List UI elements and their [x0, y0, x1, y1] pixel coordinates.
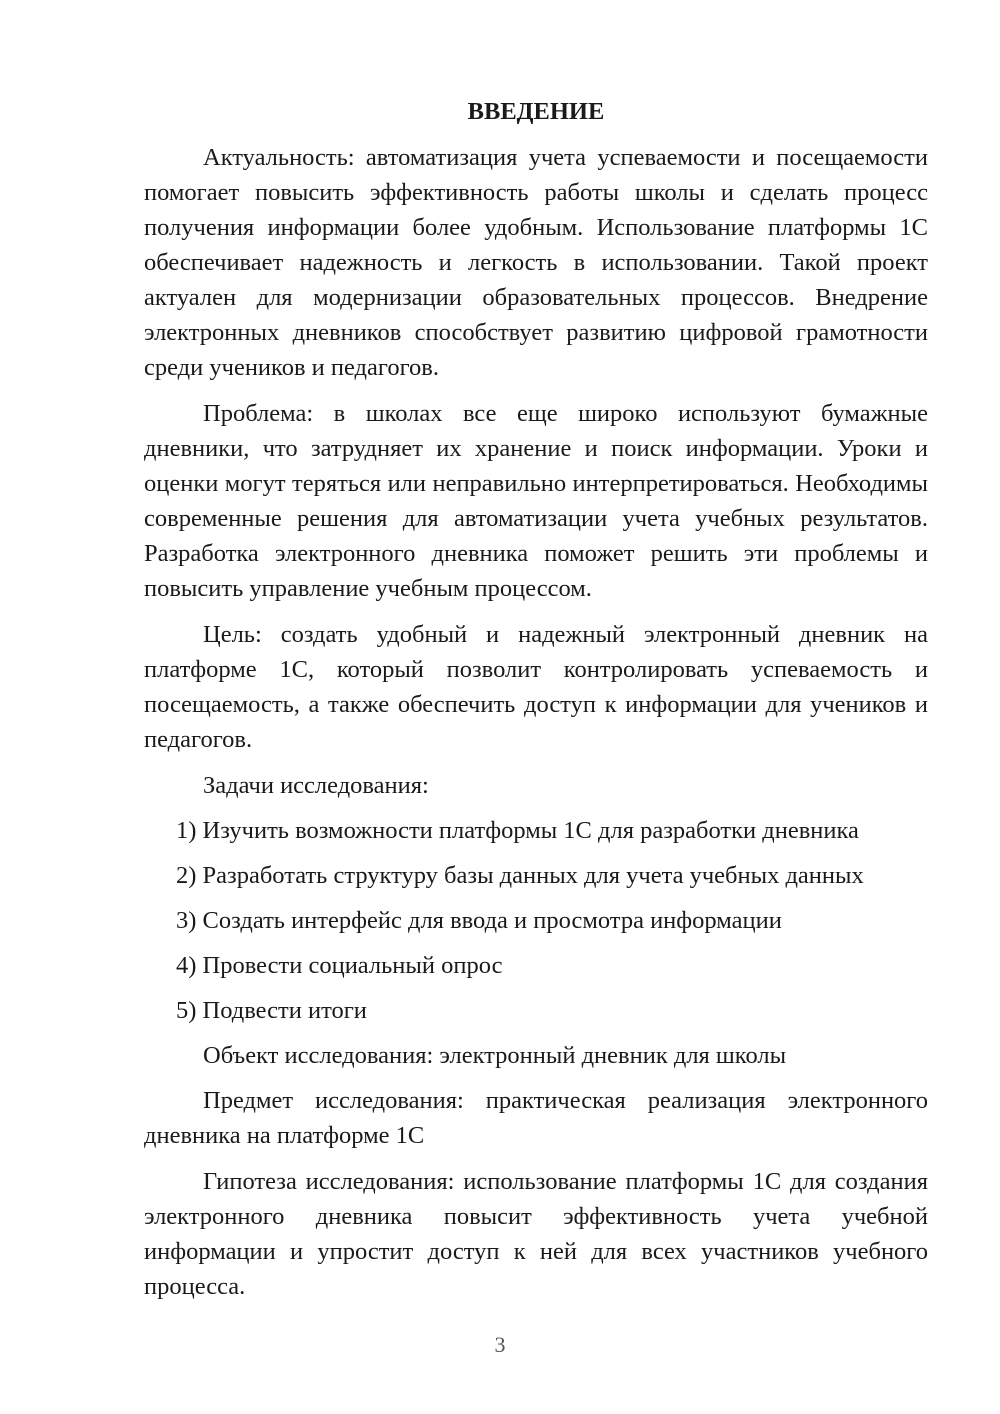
- task-item-3: 3) Создать интерфейс для ввода и просмотра информации: [176, 907, 782, 934]
- paragraph-subject: Предмет исследования: практическая реализация электронного дневника на платформе 1С: [144, 1087, 928, 1149]
- page-content: [144, 94, 928, 1315]
- task-item-1: 1) Изучить возможности платформы 1С для разработки дневника: [176, 817, 859, 844]
- paragraph-goal: Цель: создать удобный и надежный электронный дневник на платформе 1С, который позволит контролировать успеваемость и посещаемость, а также обеспечить доступ к информации для учеников и педагогов.: [144, 621, 928, 753]
- task-item-4: 4) Провести социальный опрос: [176, 952, 503, 979]
- page-number: 3: [494, 1332, 506, 1357]
- section-heading: ВВЕДЕНИЕ: [467, 98, 605, 125]
- paragraph-problem: Проблема: в школах все еще широко используют бумажные дневники, что затрудняет их хранение и поиск информации. Уроки и оценки могут теряться или неправильно интерпретироваться. Необходимы современные решения для автоматизации учета учебных результатов. Разработка электронного дневника поможет решить эти проблемы и повысить управление учебным процессом.: [144, 400, 928, 602]
- paragraph-object: Объект исследования: электронный дневник для школы: [203, 1042, 787, 1069]
- task-item-2: 2) Разработать структуру базы данных для учета учебных данных: [176, 862, 864, 889]
- paragraph-relevance: Актуальность: автоматизация учета успеваемости и посещаемости помогает повысить эффективность работы школы и сделать процесс получения информации более удобным. Использование платформы 1С обеспечивает надежность и легкость в использовании. Такой проект актуален для модернизации образовательных процессов. Внедрение электронных дневников способствует развитию цифровой грамотности среди учеников и педагогов.: [144, 144, 928, 381]
- paragraph-hypothesis: Гипотеза исследования: использование платформы 1С для создания электронного дневника повысит эффективность учета учебной информации и упростит доступ к ней для всех участников учебного процесса.: [144, 1168, 928, 1300]
- tasks-list: [144, 813, 928, 1028]
- task-item-5: 5) Подвести итоги: [176, 997, 367, 1024]
- tasks-title: Задачи исследования:: [203, 772, 429, 799]
